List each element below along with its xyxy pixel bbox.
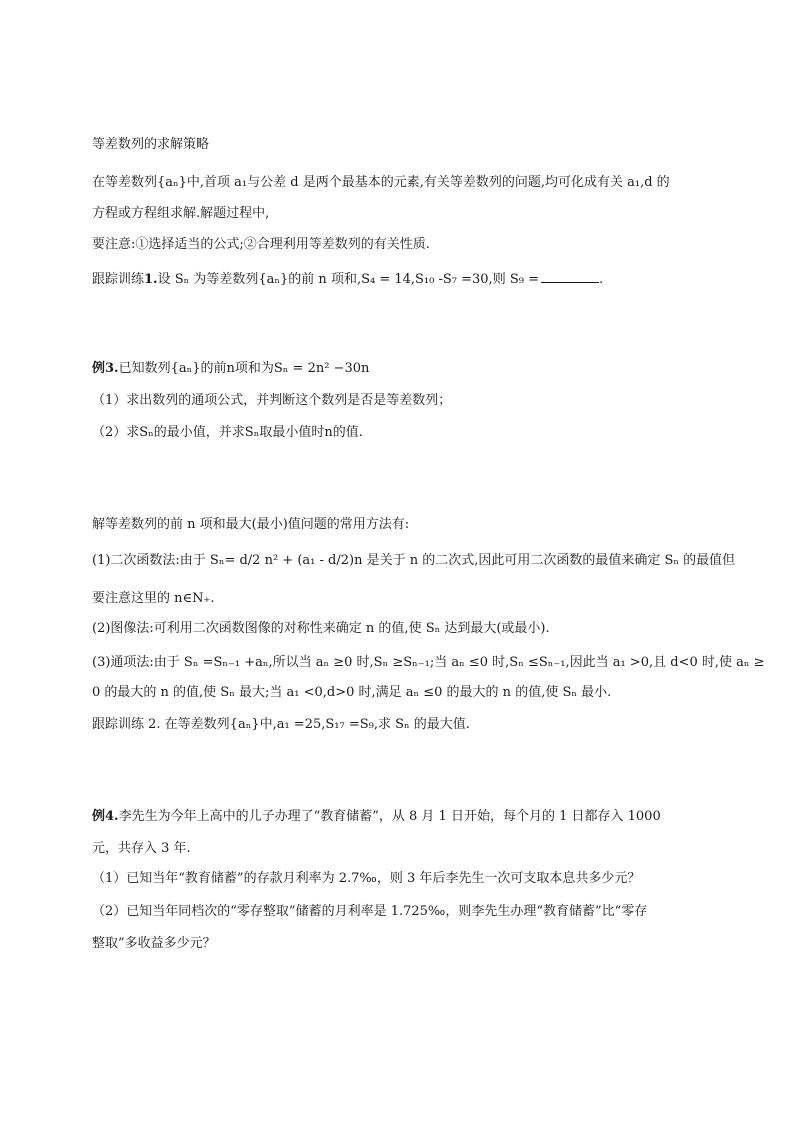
- paragraph-line: 在等差数列{aₙ}中,首项 a₁与公差 d 是两个最基本的元素,有关等差数列的问题,均可化成有关 a₁,d 的: [92, 175, 670, 190]
- example-number: 3.: [105, 361, 119, 376]
- example-text: 已知数列{aₙ}的前n项和为Sₙ = 2n² −30n: [118, 361, 370, 376]
- example-label: 例: [92, 809, 106, 824]
- example-3-statement: [92, 360, 712, 378]
- method-1-line: (1)二次函数法:由于 Sₙ= d/2 n² + (a₁ - d/2)n 是关于 n 的二次式,因此可用二次函数的最值来确定 Sₙ 的最值但: [92, 553, 736, 568]
- example-label: 例: [92, 361, 106, 376]
- practice-label: 跟踪训练: [92, 272, 145, 287]
- example-4-question-2: （2）已知当年同档次的“零存整取”储蓄的月利率是 1.725‰，则李先生办理“教育储蓄”比“零存: [92, 904, 648, 919]
- example-3-question-1: （1）求出数列的通项公式，并判断这个数列是否是等差数列；: [92, 393, 452, 408]
- method-3-line: (3)通项法:由于 Sₙ =Sₙ₋₁ +aₙ,所以当 aₙ ≥0 时,Sₙ ≥Sₙ₋₁;当 aₙ ≤0 时,Sₙ ≤Sₙ₋₁,因此当 a₁ >0,且 d<0 时,使 aₙ ≥: [92, 655, 765, 670]
- method-1-line: 要注意这里的 n∈N₊.: [92, 591, 215, 606]
- methods-intro: 解等差数列的前 n 项和最大(最小)值问题的常用方法有:: [92, 517, 410, 532]
- paragraph-line: 要注意:①选择适当的公式;②合理利用等差数列的有关性质.: [92, 237, 430, 252]
- practice-number: 1.: [144, 272, 158, 287]
- answer-blank: [541, 270, 599, 283]
- practice-2: 跟踪训练 2. 在等差数列{aₙ}中,a₁ =25,S₁₇ =S₉,求 Sₙ 的最大值.: [92, 717, 470, 732]
- example-4-question-1: （1）已知当年“教育储蓄”的存款月利率为 2.7‰，则 3 年后李先生一次可支取本息共多少元？: [92, 871, 641, 886]
- section-heading: 等差数列的求解策略: [92, 137, 210, 152]
- method-2: (2)图像法:可利用二次函数图像的对称性来确定 n 的值,使 Sₙ 达到最大(或最小).: [92, 621, 550, 636]
- example-4-line: 元，共存入 3 年.: [92, 841, 191, 856]
- example-4-line: [92, 808, 712, 826]
- example-3-question-2: （2）求Sₙ的最小值，并求Sₙ取最小值时n的值.: [92, 425, 363, 440]
- paragraph-line: 方程或方程组求解.解题过程中,: [92, 206, 270, 221]
- example-4-question-2: 整取”多收益多少元？: [92, 936, 216, 951]
- example-number: 4.: [105, 809, 119, 824]
- example-text: 李先生为今年上高中的儿子办理了“教育储蓄”，从 8 月 1 日开始，每个月的 1 日都存入 1000: [118, 809, 661, 824]
- practice-text: 设 Sₙ 为等差数列{aₙ}的前 n 项和,S₄ = 14,S₁₀ -S₇ =30,则 S₉ =: [157, 272, 539, 287]
- method-3-line: 0 的最大的 n 的值,使 Sₙ 最大;当 a₁ <0,d>0 时,满足 aₙ ≤0 的最大的 n 的值,使 Sₙ 最小.: [92, 685, 612, 700]
- practice-1: 跟踪训练1.设 Sₙ 为等差数列{aₙ}的前 n 项和,S₄ = 14,S₁₀ -S₇ =30,则 S₉ = .: [92, 272, 604, 287]
